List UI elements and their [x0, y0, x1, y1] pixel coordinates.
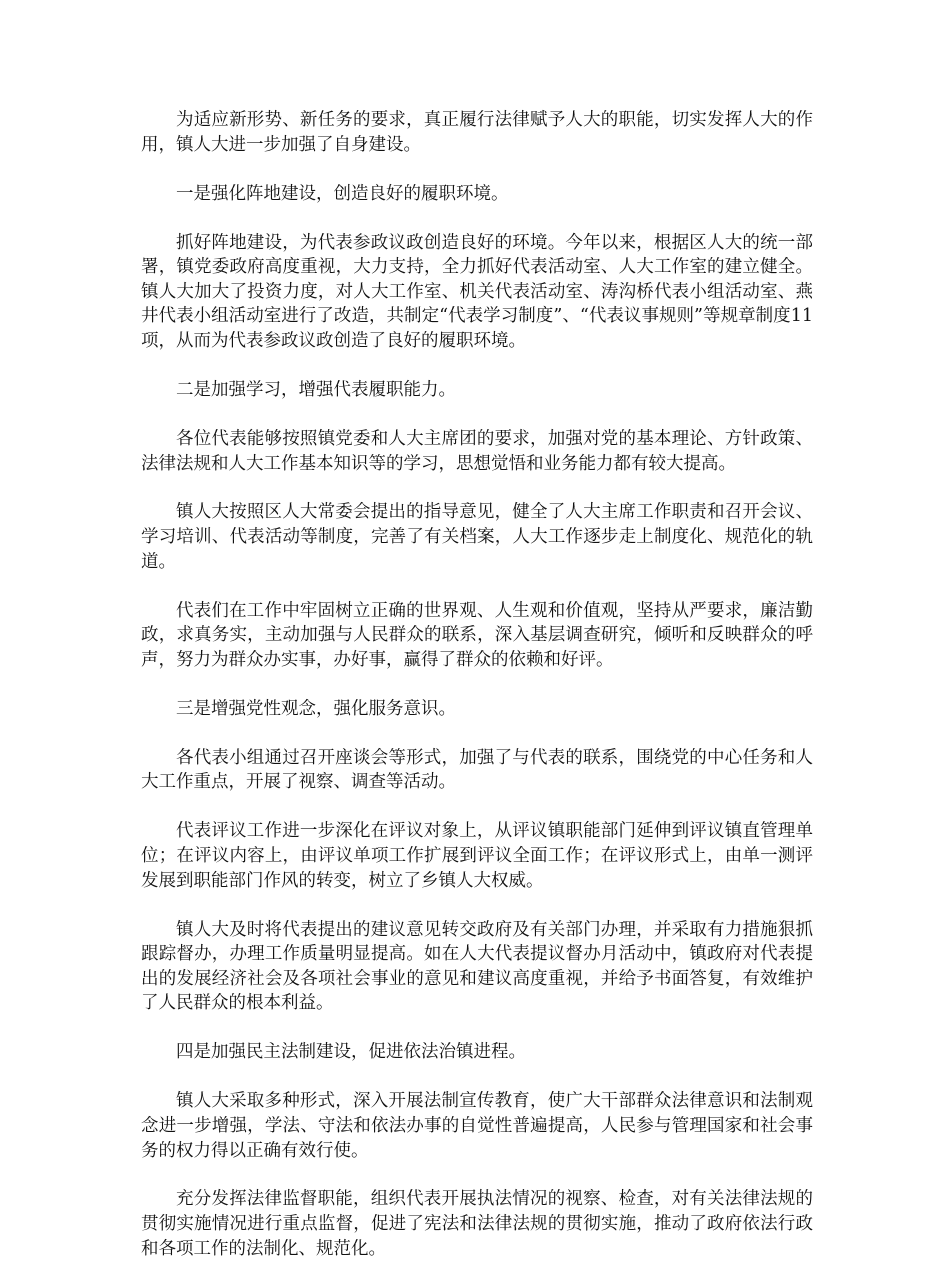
paragraph: 各位代表能够按照镇党委和人大主席团的要求，加强对党的基本理论、方针政策、法律法规和人大工作基本知识等的学习，思想觉悟和业务能力都有较大提高。	[141, 428, 813, 474]
section-heading-3: 三是增强党性观念，强化服务意识。	[176, 698, 456, 719]
paragraph: 镇人大按照区人大常委会提出的指导意见，健全了人大主席工作职责和召开会议、学习培训、代表活动等制度，完善了有关档案，人大工作逐步走上制度化、规范化的轨道。	[141, 502, 813, 572]
paragraph: 代表评议工作进一步深化在评议对象上，从评议镇职能部门延伸到评议镇直管理单位；在评议内容上，由评议单项工作扩展到评议全面工作；在评议形式上，由单一测评发展到职能部门作风的转变，树立了乡镇人大权威。	[141, 821, 813, 891]
paragraph: 代表们在工作中牢固树立正确的世界观、人生观和价值观，坚持从严要求，廉洁勤政，求真务实，主动加强与人民群众的联系，深入基层调查研究，倾听和反映群众的呼声，努力为群众办实事，办好事，赢得了群众的依赖和好评。	[141, 600, 813, 670]
paragraph: 镇人大采取多种形式，深入开展法制宣传教育，使广大干部群众法律意识和法制观念进一步增强，学法、守法和依法办事的自觉性普遍提高，人民参与管理国家和社会事务的权力得以正确有效行使。	[141, 1091, 813, 1161]
document-page	[141, 108, 813, 1286]
paragraph: 各代表小组通过召开座谈会等形式，加强了与代表的联系，围绕党的中心任务和人大工作重点，开展了视察、调查等活动。	[141, 747, 813, 793]
section-heading-2: 二是加强学习，增强代表履职能力。	[176, 379, 456, 400]
paragraph-intro: 为适应新形势、新任务的要求，真正履行法律赋予人大的职能，切实发挥人大的作用，镇人大进一步加强了自身建设。	[141, 110, 813, 155]
section-heading-1: 一是强化阵地建设，创造良好的履职环境。	[176, 183, 509, 204]
paragraph: 充分发挥法律监督职能，组织代表开展执法情况的视察、检查，对有关法律法规的贯彻实施情况进行重点监督，促进了宪法和法律法规的贯彻实施，推动了政府依法行政和各项工作的法制化、规范化。	[141, 1189, 813, 1259]
paragraph: 镇人大及时将代表提出的建议意见转交政府及有关部门办理，并采取有力措施狠抓跟踪督办，办理工作质量明显提高。如在人大代表提议督办月活动中，镇政府对代表提出的发展经济社会及各项社会事业的意见和建议高度重视，并给予书面答复，有效维护了人民群众的根本利益。	[141, 919, 813, 1014]
section-heading-4: 四是加强民主法制建设，促进依法治镇进程。	[176, 1042, 526, 1063]
paragraph: 抓好阵地建设，为代表参政议政创造良好的环境。今年以来，根据区人大的统一部署，镇党委政府高度重视，大力支持，全力抓好代表活动室、人大工作室的建立健全。镇人大加大了投资力度，对人大工作室、机关代表活动室、涛沟桥代表小组活动室、燕井代表小组活动室进行了改造，共制定“代表学习制度”、“代表议事规则”等规章制度11项，从而为代表参政议政创造了良好的履职环境。	[141, 232, 813, 351]
